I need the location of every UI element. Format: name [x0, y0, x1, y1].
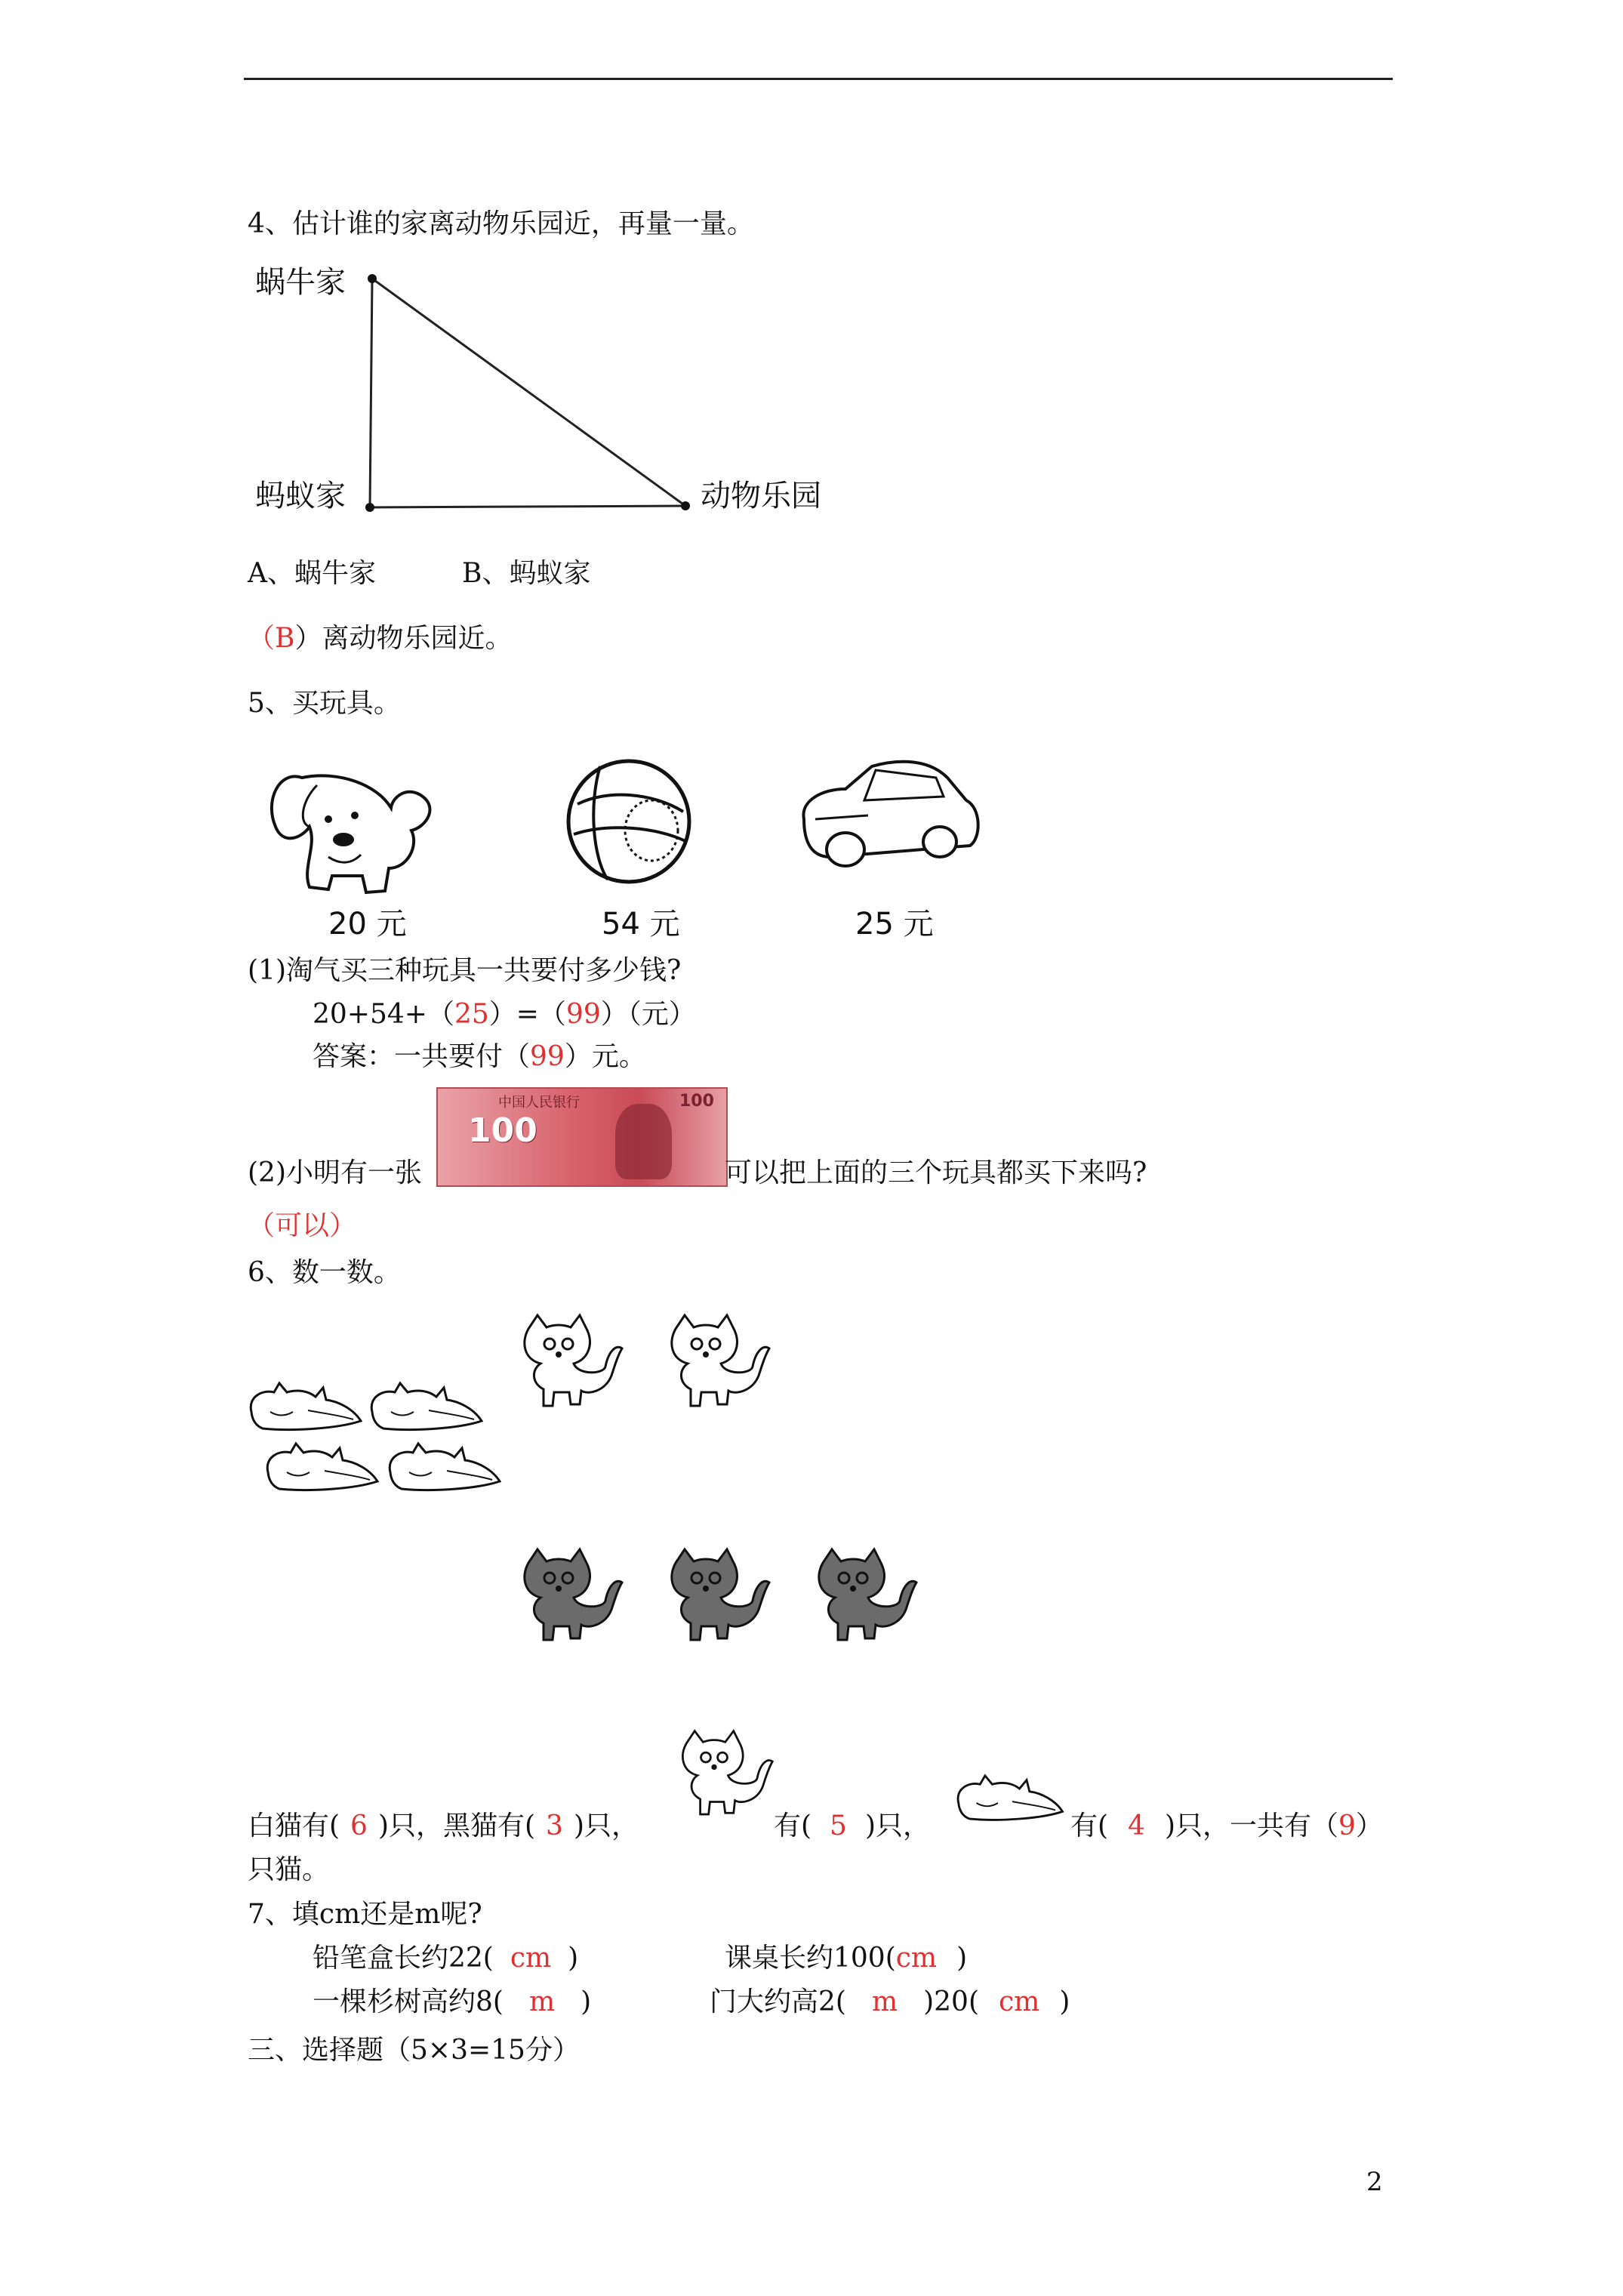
i-part: )	[568, 1943, 579, 1974]
price-ball: 54 元	[602, 907, 680, 942]
i-part: 一棵杉树高约8(	[313, 1986, 504, 2017]
page-number: 2	[1366, 2167, 1383, 2197]
s-part: 有(	[774, 1811, 812, 1841]
ans-part: ）元。	[564, 1041, 646, 1072]
section3-title: 三、选择题（5×3=15分）	[248, 2035, 580, 2066]
lying-cats-answer: 4	[1128, 1811, 1145, 1841]
q7-item2-answer: cm	[895, 1943, 938, 1974]
q7-item4	[710, 1986, 1070, 2019]
white-cats-answer: 6	[350, 1811, 368, 1841]
total-cats-answer: 9	[1338, 1811, 1356, 1841]
q4-answer-open: （	[248, 623, 276, 654]
label-ant-home: 蚂蚁家	[255, 479, 346, 513]
q7-title: 7、填cm还是m呢?	[248, 1899, 482, 1930]
lying-cat-3	[267, 1444, 377, 1490]
s-part: 有(	[1070, 1811, 1109, 1841]
q7-item4-answer1: m	[871, 1986, 898, 2017]
q4-answer: B	[275, 623, 295, 654]
gray-cat-3	[819, 1549, 916, 1640]
q4-title: 4、估计谁的家离动物乐园近，再量一量。	[248, 208, 754, 239]
gray-cat-1	[525, 1549, 622, 1640]
s-part: ）	[1355, 1811, 1383, 1841]
label-snail-home: 蜗牛家	[255, 265, 346, 300]
eq-part: ）（元）	[600, 999, 696, 1030]
gray-cat-2	[672, 1549, 769, 1640]
ans-part: 答案：一共要付（	[313, 1041, 531, 1072]
lying-cat-2	[371, 1383, 482, 1430]
eq-answer-b: 99	[565, 999, 601, 1030]
q5-sub2-answer: （可以）	[248, 1210, 357, 1241]
price-car: 25 元	[855, 907, 934, 942]
lying-cat-1	[251, 1383, 361, 1430]
q4-option-b: B、蚂蚁家	[462, 558, 591, 589]
q4-option-a: A、蜗牛家	[248, 558, 376, 589]
i-part: )	[1059, 1986, 1070, 2017]
label-zoo: 动物乐园	[701, 479, 821, 513]
eq-part: ）=（	[488, 999, 566, 1030]
i-part: )20(	[923, 1986, 979, 2017]
standing-cat-inline-icon	[682, 1731, 772, 1814]
lying-cat-inline-icon	[958, 1776, 1062, 1820]
banknote-corner-value: 100	[679, 1092, 714, 1111]
q4-answer-rest: ）离动物乐园近。	[294, 623, 513, 654]
s-part: )只，	[864, 1811, 930, 1841]
s-part: )只，	[573, 1811, 639, 1841]
price-dog: 20 元	[328, 907, 407, 942]
q6-standing-count	[774, 1810, 930, 1843]
q5-sub1-question: (1)淘气买三种玩具一共要付多少钱?	[248, 955, 682, 986]
q6-lying-count	[1070, 1810, 1383, 1843]
black-cats-answer: 3	[546, 1811, 563, 1841]
white-standing-cat-2	[672, 1315, 769, 1406]
q7-item4-answer2: cm	[999, 1986, 1040, 2017]
q6-sentence-line2: 只猫。	[248, 1854, 330, 1885]
i-part: )	[956, 1943, 968, 1974]
q7-item2	[725, 1942, 967, 1975]
eq-part: 20+54+（	[313, 999, 454, 1030]
ans-value: 99	[530, 1041, 565, 1072]
q5-title: 5、买玩具。	[248, 688, 401, 719]
banknote-value: 100	[468, 1111, 537, 1150]
q6-sentence-line1	[248, 1810, 639, 1843]
lying-cat-4	[390, 1444, 500, 1490]
standing-cats-answer: 5	[830, 1811, 847, 1841]
q5-sub2-pre: (2)小明有一张	[248, 1157, 422, 1188]
q7-item3-answer: m	[528, 1986, 556, 2017]
q7-item3	[313, 1986, 591, 2019]
white-standing-cat-1	[525, 1315, 622, 1406]
s-part: )只，黑猫有(	[377, 1811, 536, 1841]
q7-item1-answer: cm	[510, 1943, 552, 1974]
q6-title: 6、数一数。	[248, 1257, 401, 1288]
i-part: 课桌长约100(	[725, 1943, 896, 1974]
i-part: 铅笔盒长约22(	[313, 1943, 494, 1974]
i-part: 门大约高2(	[710, 1986, 846, 2017]
s-part: )只，一共有（	[1164, 1811, 1338, 1841]
q7-item1	[313, 1942, 578, 1975]
banknote-label: 中国人民银行	[498, 1095, 580, 1111]
eq-answer-a: 25	[454, 999, 489, 1030]
i-part: )	[581, 1986, 592, 2017]
q5-sub2-post: 可以把上面的三个玩具都买下来吗?	[725, 1157, 1147, 1188]
s-part: 白猫有(	[248, 1811, 340, 1841]
